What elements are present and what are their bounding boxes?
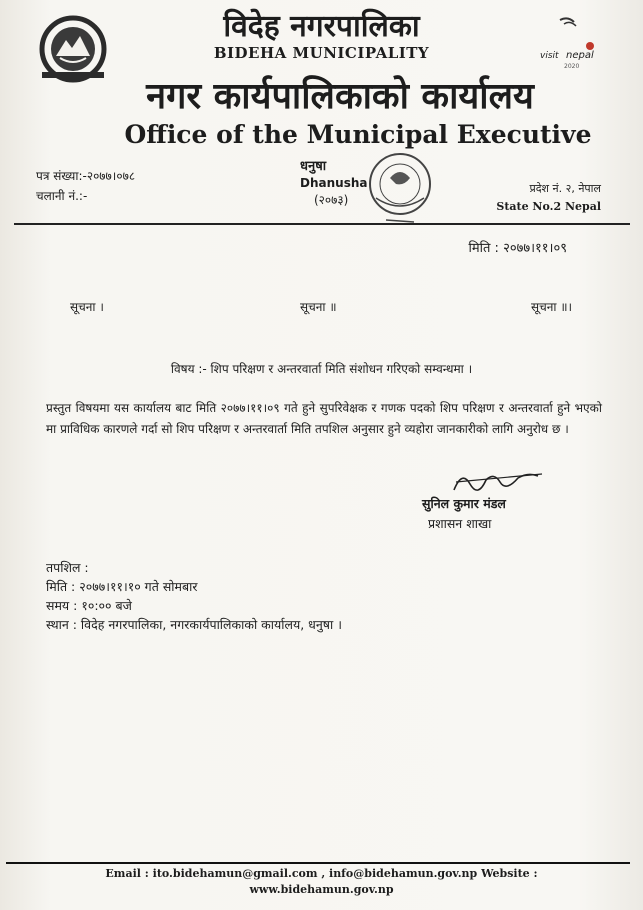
dispatch-number: चलानी नं.:- [36, 189, 88, 203]
signer-block [422, 494, 506, 534]
district-nepali: धनुषा [300, 159, 327, 174]
office-title-english: Office of the Municipal Executive [124, 120, 592, 149]
district-english: Dhanusha [300, 176, 368, 190]
details-date: मिति : २०७७।११।१० गते सोमबार [46, 579, 198, 594]
province-english: State No.2 Nepal [496, 200, 601, 213]
notice-label-1: सूचना । [70, 300, 104, 314]
signer-department: प्रशासन शाखा [428, 516, 492, 531]
province-block [0, 180, 601, 216]
body-paragraph: प्रस्तुत विषयमा यस कार्यालय बाट मिति २०७७।११।०९ गते हुने सुपरिवेक्षक र गणक पदको शिप परिक्षण र अन्तरवार्ता हुने भएको मा प्राविधिक कारणले गर्दा सो शिप परिक्षण र अन्तरवार्ता मिति तपशिल अनुसार हुने व्यहोरा जानकारीको लागि अनुरोध छ । [46, 401, 602, 436]
footer-email-line: Email : ito.bidehamun@gmail.com , info@bidehamun.gov.np Website : [105, 867, 538, 880]
details-time: समय : १०:०० बजे [46, 598, 132, 613]
province-nepali: प्रदेश नं. २, नेपाल [529, 182, 601, 195]
subject-line: विषय :- शिप परिक्षण र अन्तरवार्ता मिति संशोधन गरिएको सम्वन्धमा । [170, 362, 473, 376]
reference-number: पत्र संख्या:-२०७७।०७८ [36, 169, 136, 183]
district-year: (२०७३) [314, 193, 349, 207]
office-title-nepali: नगर कार्यपालिकाको कार्यालय [146, 76, 534, 117]
notice-label-2: सूचना ॥ [300, 300, 337, 314]
footer-contact [0, 866, 643, 898]
header-divider [14, 223, 630, 225]
details-place: स्थान : विदेह नगरपालिका, नगरकार्यपालिकाको कार्यालय, धनुषा । [46, 617, 342, 632]
footer-website-line: www.bidehamun.gov.np [249, 883, 394, 896]
svg-text:2020: 2020 [564, 63, 580, 70]
svg-text:nepal: nepal [566, 50, 594, 61]
schedule-details [46, 558, 342, 634]
details-heading: तपशिल : [46, 560, 89, 575]
svg-text:visit: visit [540, 51, 559, 61]
municipality-name-nepali: विदेह नगरपालिका [223, 9, 420, 44]
municipality-name-english: BIDEHA MUNICIPALITY [213, 44, 430, 62]
signer-name: सुनिल कुमार मंडल [422, 496, 506, 511]
notice-label-3: सूचना ॥। [531, 300, 573, 314]
letter-date: मिति : २०७७।११।०९ [468, 241, 567, 256]
footer-divider [6, 862, 630, 864]
